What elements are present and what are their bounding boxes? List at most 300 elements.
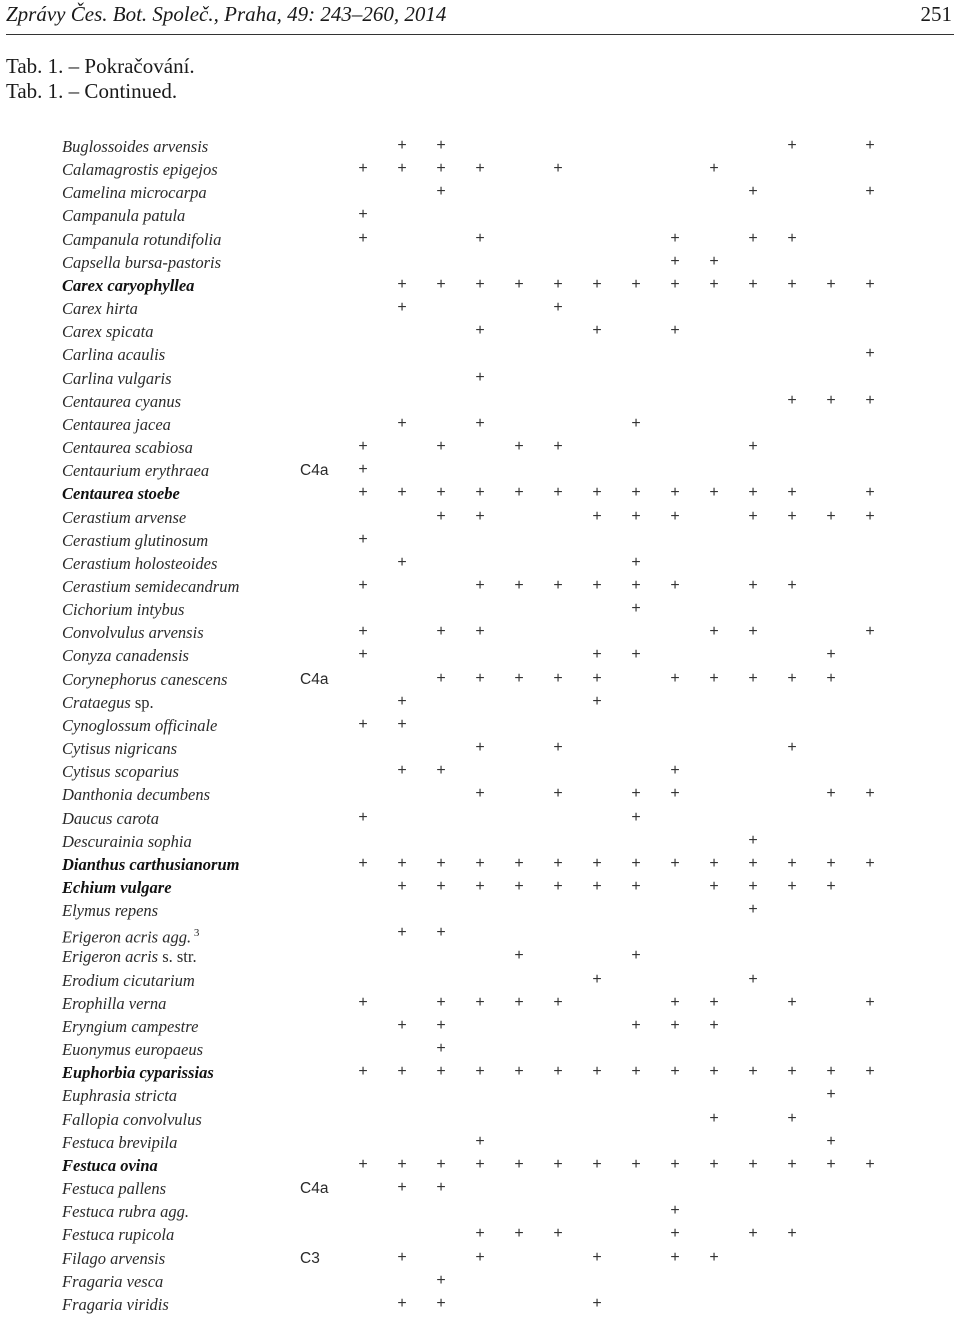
species-name: [62, 1131, 177, 1154]
species-name: [62, 1177, 166, 1200]
presence-mark: +: [670, 762, 680, 780]
species-name: [62, 737, 177, 760]
species-name: [62, 1270, 163, 1293]
species-name-text: Centaurea cyanus: [62, 391, 181, 411]
presence-mark: +: [475, 669, 485, 687]
presence-mark: +: [787, 229, 797, 247]
table-row: [0, 1293, 960, 1316]
presence-mark: +: [592, 854, 602, 872]
presence-mark: +: [475, 1132, 485, 1150]
presence-mark: +: [475, 484, 485, 502]
presence-mark: +: [514, 1063, 524, 1081]
presence-mark: +: [514, 484, 524, 502]
species-name-text: Camelina microcarpa: [62, 183, 207, 203]
table-caption-czech: Tab. 1. – Pokračování.: [6, 54, 195, 78]
species-name: [62, 1038, 203, 1061]
species-name: [62, 876, 172, 899]
presence-mark: +: [514, 275, 524, 293]
table-row: [0, 1108, 960, 1131]
presence-mark: +: [397, 137, 407, 154]
species-name-text: Cynoglossum officinale: [62, 715, 218, 735]
presence-mark: +: [397, 1016, 407, 1034]
presence-mark: +: [397, 1294, 407, 1312]
species-name-text: Campanula patula: [62, 206, 186, 226]
presence-mark: +: [592, 970, 602, 988]
presence-mark: +: [865, 345, 875, 363]
species-name: [62, 598, 184, 621]
table-row: [0, 807, 960, 830]
presence-mark: +: [748, 901, 758, 919]
species-name: [62, 969, 195, 992]
presence-mark: +: [436, 1016, 446, 1034]
presence-mark: +: [358, 623, 368, 641]
presence-mark: +: [475, 368, 485, 386]
presence-mark: +: [358, 1155, 368, 1173]
table-row: [0, 413, 960, 436]
table-row: [0, 714, 960, 737]
presence-mark: +: [397, 275, 407, 293]
species-name: [62, 668, 227, 691]
presence-mark: +: [436, 438, 446, 456]
presence-mark: +: [709, 275, 719, 293]
species-name: [62, 274, 194, 297]
table-row: [0, 691, 960, 714]
table-row: [0, 1223, 960, 1246]
presence-mark: +: [514, 576, 524, 594]
presence-mark: +: [397, 1063, 407, 1081]
presence-mark: +: [592, 646, 602, 664]
species-name: [62, 390, 181, 413]
presence-mark: +: [397, 878, 407, 895]
presence-mark: +: [748, 507, 758, 525]
species-name-text: Carex caryophyllea: [62, 275, 195, 295]
presence-mark: +: [631, 878, 641, 895]
presence-mark: +: [748, 484, 758, 502]
presence-mark: +: [592, 878, 602, 895]
presence-mark: +: [553, 1225, 563, 1243]
table-row: [0, 506, 960, 529]
species-name: [62, 343, 165, 366]
presence-mark: +: [436, 993, 446, 1011]
presence-mark: +: [397, 299, 407, 317]
presence-mark: +: [787, 1063, 797, 1081]
presence-mark: +: [592, 275, 602, 293]
table-row: [0, 390, 960, 413]
table-row: [0, 644, 960, 667]
presence-mark: +: [436, 160, 446, 178]
presence-mark: +: [514, 993, 524, 1011]
presence-mark: +: [475, 623, 485, 641]
presence-mark: +: [475, 785, 485, 803]
species-name-text: Echium vulgare: [62, 878, 172, 897]
presence-mark: +: [514, 1155, 524, 1173]
presence-mark: +: [748, 1063, 758, 1081]
presence-mark: +: [358, 160, 368, 178]
species-name-text: Crataegus: [62, 692, 131, 712]
table-row: [0, 668, 960, 691]
presence-mark: +: [436, 1155, 446, 1173]
presence-mark: +: [436, 924, 446, 942]
presence-mark: +: [670, 275, 680, 293]
species-name-suffix: s. str.: [158, 947, 197, 967]
presence-mark: +: [475, 507, 485, 525]
species-name-text: Carlina vulgaris: [62, 368, 172, 388]
table-row: [0, 575, 960, 598]
table-row: [0, 320, 960, 343]
presence-mark: +: [748, 229, 758, 247]
presence-mark: +: [553, 785, 563, 803]
species-name: [62, 320, 154, 343]
presence-mark: +: [787, 507, 797, 525]
presence-mark: +: [397, 484, 407, 502]
table-row: [0, 436, 960, 459]
presence-mark: +: [748, 669, 758, 687]
presence-mark: +: [397, 1155, 407, 1173]
species-name: [62, 830, 192, 853]
presence-mark: +: [553, 299, 563, 317]
presence-mark: +: [436, 854, 446, 872]
presence-mark: +: [436, 1271, 446, 1289]
presence-mark: +: [475, 275, 485, 293]
presence-mark: +: [475, 739, 485, 757]
presence-mark: +: [436, 1040, 446, 1058]
presence-mark: +: [787, 993, 797, 1011]
species-name: [62, 1223, 174, 1246]
table-row: [0, 969, 960, 992]
presence-mark: +: [436, 484, 446, 502]
presence-mark: +: [670, 854, 680, 872]
presence-mark: +: [865, 854, 875, 872]
presence-mark: +: [865, 993, 875, 1011]
presence-mark: +: [592, 484, 602, 502]
presence-mark: +: [670, 507, 680, 525]
presence-mark: +: [865, 785, 875, 803]
presence-mark: +: [397, 160, 407, 178]
species-name-text: Festuca ovina: [62, 1155, 158, 1175]
presence-mark: +: [748, 275, 758, 293]
presence-mark: +: [787, 576, 797, 594]
presence-mark: +: [475, 1155, 485, 1173]
species-name: [62, 1015, 198, 1038]
category-code: C4a: [300, 670, 329, 688]
presence-mark: +: [397, 553, 407, 571]
species-name-text: Centaurium erythraea: [62, 461, 210, 481]
presence-mark: +: [475, 1063, 485, 1081]
species-name-text: Capsella bursa-pastoris: [62, 252, 222, 272]
species-name-text: Buglossoides arvensis: [62, 137, 209, 156]
presence-mark: +: [397, 1248, 407, 1266]
presence-mark: +: [436, 1294, 446, 1312]
presence-mark: +: [631, 275, 641, 293]
presence-mark: +: [514, 438, 524, 456]
species-name-text: Conyza canadensis: [62, 646, 189, 666]
presence-mark: +: [709, 878, 719, 895]
species-name: [62, 1293, 169, 1316]
presence-mark: +: [709, 252, 719, 270]
presence-mark: +: [358, 808, 368, 826]
presence-mark: +: [553, 576, 563, 594]
species-name-text: Carex spicata: [62, 322, 154, 342]
presence-mark: +: [631, 1155, 641, 1173]
presence-mark: +: [397, 762, 407, 780]
table-row: [0, 274, 960, 297]
presence-mark: +: [709, 160, 719, 178]
presence-mark: +: [397, 715, 407, 733]
species-name-text: Festuca brevipila: [62, 1132, 178, 1152]
presence-mark: +: [631, 600, 641, 618]
species-name-text: Euonymus europaeus: [62, 1040, 203, 1060]
species-name: [62, 783, 210, 806]
species-name: [62, 1247, 165, 1270]
presence-mark: +: [358, 438, 368, 456]
presence-mark: +: [709, 669, 719, 687]
presence-mark: +: [475, 322, 485, 340]
presence-mark: +: [826, 1155, 836, 1173]
presence-mark: +: [592, 322, 602, 340]
table-row: [0, 1154, 960, 1177]
presence-mark: +: [826, 1063, 836, 1081]
table-row: [0, 598, 960, 621]
presence-mark: +: [475, 854, 485, 872]
presence-mark: +: [592, 669, 602, 687]
presence-mark: +: [670, 484, 680, 502]
species-name: [62, 1200, 189, 1223]
presence-mark: +: [631, 646, 641, 664]
species-name-text: Fragaria viridis: [62, 1294, 169, 1314]
species-name: [62, 899, 158, 922]
presence-mark: +: [631, 414, 641, 432]
presence-mark: +: [748, 183, 758, 201]
presence-mark: +: [475, 878, 485, 895]
table-row: [0, 945, 960, 968]
species-name-text: Eryngium campestre: [62, 1016, 199, 1036]
presence-mark: +: [826, 1132, 836, 1150]
presence-mark: +: [553, 1155, 563, 1173]
presence-mark: +: [475, 576, 485, 594]
presence-mark: +: [787, 878, 797, 895]
presence-mark: +: [670, 1202, 680, 1220]
species-name-text: Euphrasia stricta: [62, 1086, 178, 1106]
presence-mark: +: [670, 1016, 680, 1034]
presence-mark: +: [787, 275, 797, 293]
presence-mark: +: [358, 993, 368, 1011]
table-row: [0, 737, 960, 760]
presence-mark: +: [553, 160, 563, 178]
species-name: [62, 807, 159, 830]
species-name-text: Cichorium intybus: [62, 600, 185, 620]
page-header: [6, 0, 954, 35]
presence-mark: +: [865, 484, 875, 502]
presence-mark: +: [826, 854, 836, 872]
table-row: [0, 482, 960, 505]
species-name: [62, 228, 221, 251]
species-name: [62, 621, 204, 644]
species-table: [0, 135, 960, 1316]
presence-mark: +: [631, 854, 641, 872]
presence-mark: +: [787, 739, 797, 757]
species-name: [62, 1061, 214, 1084]
species-name-text: Euphorbia cyparissias: [62, 1063, 214, 1083]
presence-mark: +: [670, 1225, 680, 1243]
presence-mark: +: [787, 1225, 797, 1243]
presence-mark: +: [631, 1016, 641, 1034]
presence-mark: +: [631, 553, 641, 571]
presence-mark: +: [514, 669, 524, 687]
presence-mark: +: [475, 1248, 485, 1266]
presence-mark: +: [670, 576, 680, 594]
table-row: [0, 552, 960, 575]
presence-mark: +: [358, 715, 368, 733]
species-name-text: Carex hirta: [62, 299, 138, 319]
species-name-text: Convolvulus arvensis: [62, 623, 204, 643]
presence-mark: +: [553, 669, 563, 687]
presence-mark: +: [514, 947, 524, 965]
table-row: [0, 135, 960, 158]
species-name: [62, 251, 221, 274]
species-name: [62, 575, 239, 598]
presence-mark: +: [358, 1063, 368, 1081]
presence-mark: +: [631, 484, 641, 502]
table-row: [0, 876, 960, 899]
presence-mark: +: [670, 785, 680, 803]
species-name-text: Elymus repens: [62, 901, 159, 921]
presence-mark: +: [436, 275, 446, 293]
species-name: [62, 853, 239, 876]
presence-mark: +: [631, 785, 641, 803]
presence-mark: +: [826, 391, 836, 409]
presence-mark: +: [865, 275, 875, 293]
table-row: [0, 343, 960, 366]
presence-mark: +: [553, 275, 563, 293]
presence-mark: +: [709, 1109, 719, 1127]
species-name: [62, 158, 218, 181]
presence-mark: +: [826, 507, 836, 525]
presence-mark: +: [436, 878, 446, 895]
presence-mark: +: [358, 576, 368, 594]
presence-mark: +: [553, 878, 563, 895]
species-name-text: Centaurea stoebe: [62, 484, 180, 504]
species-name: [62, 297, 138, 320]
table-row: [0, 830, 960, 853]
species-name-text: Dianthus carthusianorum: [62, 854, 240, 874]
presence-mark: +: [709, 484, 719, 502]
species-name-text: Fragaria vesca: [62, 1271, 164, 1291]
presence-mark: +: [670, 322, 680, 340]
table-row: [0, 297, 960, 320]
presence-mark: +: [748, 831, 758, 849]
species-name-text: Erophilla verna: [62, 993, 167, 1013]
presence-mark: +: [397, 692, 407, 710]
table-row: [0, 1015, 960, 1038]
table-row: [0, 899, 960, 922]
table-row: [0, 783, 960, 806]
species-name-text: Festuca rupicola: [62, 1225, 175, 1245]
presence-mark: +: [358, 461, 368, 479]
table-row: [0, 1177, 960, 1200]
table-row: [0, 1084, 960, 1107]
presence-mark: +: [865, 623, 875, 641]
presence-mark: +: [631, 808, 641, 826]
species-name-text: Centaurea jacea: [62, 414, 171, 434]
species-name: [62, 1154, 158, 1177]
presence-mark: +: [748, 576, 758, 594]
presence-mark: +: [865, 507, 875, 525]
presence-mark: +: [592, 1294, 602, 1312]
species-name-text: Filago arvensis: [62, 1248, 166, 1268]
presence-mark: +: [436, 507, 446, 525]
presence-mark: +: [397, 854, 407, 872]
presence-mark: +: [436, 1063, 446, 1081]
presence-mark: +: [553, 993, 563, 1011]
presence-mark: +: [748, 970, 758, 988]
presence-mark: +: [709, 1155, 719, 1173]
species-name-text: Fallopia convolvulus: [62, 1109, 202, 1129]
species-name-text: Cytisus nigricans: [62, 739, 178, 759]
species-name: [62, 1108, 202, 1131]
species-name: [62, 552, 217, 575]
species-name: [62, 367, 172, 390]
presence-mark: +: [865, 137, 875, 154]
table-row: [0, 228, 960, 251]
species-name-text: Festuca pallens: [62, 1179, 167, 1199]
table-caption-english: Tab. 1. – Continued.: [6, 79, 178, 103]
presence-mark: +: [748, 878, 758, 895]
species-name: [62, 992, 166, 1015]
presence-mark: +: [748, 1225, 758, 1243]
presence-mark: +: [670, 1063, 680, 1081]
presence-mark: +: [436, 1179, 446, 1197]
species-name: [62, 760, 179, 783]
species-name-text: Calamagrostis epigejos: [62, 160, 218, 180]
species-name: [62, 691, 154, 714]
presence-mark: +: [553, 854, 563, 872]
presence-mark: +: [358, 646, 368, 664]
presence-mark: +: [865, 183, 875, 201]
presence-mark: +: [826, 785, 836, 803]
presence-mark: +: [553, 484, 563, 502]
table-row: [0, 1038, 960, 1061]
species-name-text: Danthonia decumbens: [62, 785, 211, 805]
presence-mark: +: [514, 878, 524, 895]
species-name-text: Festuca rubra agg.: [62, 1202, 189, 1222]
presence-mark: +: [553, 438, 563, 456]
presence-mark: +: [592, 507, 602, 525]
table-row: [0, 621, 960, 644]
table-row: [0, 529, 960, 552]
table-row: [0, 251, 960, 274]
table-row: [0, 992, 960, 1015]
species-name: [62, 181, 207, 204]
species-name: [62, 436, 193, 459]
presence-mark: +: [709, 1248, 719, 1266]
presence-mark: +: [865, 1063, 875, 1081]
species-name: [62, 204, 185, 227]
footnote-marker: 3: [191, 927, 200, 940]
species-name-text: Campanula rotundifolia: [62, 229, 222, 249]
presence-mark: +: [631, 576, 641, 594]
species-name-text: Descurainia sophia: [62, 831, 192, 851]
table-row: [0, 459, 960, 482]
presence-mark: +: [475, 1225, 485, 1243]
species-name: [62, 644, 189, 667]
presence-mark: +: [436, 669, 446, 687]
species-name-text: Cerastium arvense: [62, 507, 187, 527]
presence-mark: +: [709, 1063, 719, 1081]
table-row: [0, 367, 960, 390]
table-row: [0, 1061, 960, 1084]
presence-mark: +: [358, 530, 368, 548]
presence-mark: +: [709, 1016, 719, 1034]
